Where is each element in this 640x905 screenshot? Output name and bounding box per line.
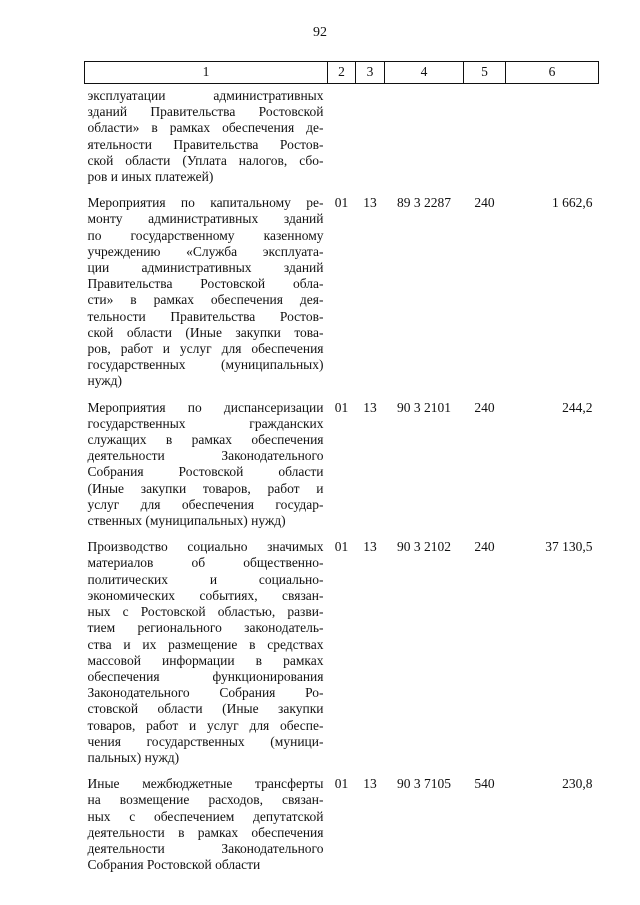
row-amount: 37 130,5: [545, 539, 593, 555]
description-line: деятельности в рамках обеспечения: [87, 824, 324, 840]
description-line: по государственному казенному: [87, 227, 324, 243]
description-line: ственных (муниципальных) нужд): [87, 513, 286, 529]
row-amount: [506, 84, 599, 186]
row-section: 01: [334, 776, 349, 792]
row-subsection: 13: [363, 776, 377, 792]
description-line: чения государственных (муници-: [87, 733, 324, 749]
row-subsection: 13: [363, 539, 377, 555]
description-line: монту административных зданий: [87, 211, 324, 227]
description-line: государственных (муниципальных): [87, 357, 324, 373]
row-expense-type: 240: [474, 399, 495, 415]
description-line: политических и социально-: [87, 571, 324, 587]
description-line: товаров, работ и услуг для обеспе-: [87, 717, 324, 733]
description-line: зданий Правительства Ростовской: [87, 104, 324, 120]
page-number: 92: [313, 25, 327, 40]
row-target-article: 90 3 7105: [397, 776, 451, 792]
table-row: [85, 766, 599, 873]
description-line: ных с Ростовской областью, разви-: [87, 604, 324, 620]
description-line: ции административных зданий: [87, 260, 324, 276]
description-line: нужд): [87, 373, 122, 389]
row-target-article: 90 3 2101: [397, 399, 451, 415]
description-line: деятельности Законодательного: [87, 840, 324, 856]
description-line: ров, работ и услуг для обеспечения: [87, 341, 324, 357]
row-target-article: [385, 84, 464, 186]
row-description: [85, 390, 328, 530]
row-description: [85, 529, 328, 766]
table-header-row: [85, 62, 599, 84]
table-row: [85, 84, 599, 186]
description-line: ятельности Правительства Ростов-: [87, 136, 324, 152]
description-line: ства и их размещение в средствах: [87, 636, 324, 652]
description-line: сти» в рамках обеспечения дея-: [87, 292, 324, 308]
description-line: служащих в рамках обеспечения: [87, 432, 324, 448]
description-line: деятельности Законодательного: [87, 448, 324, 464]
description-line: экономических событиях, связан-: [87, 587, 324, 603]
table-row: [85, 185, 599, 389]
description-line: ской области (Уплата налогов, сбо-: [87, 152, 324, 168]
row-subsection: 13: [363, 399, 377, 415]
description-line: материалов об общественно-: [87, 555, 324, 571]
row-expense-type: 240: [474, 195, 495, 211]
row-amount: 244,2: [562, 399, 593, 415]
row-amount: 230,8: [562, 776, 593, 792]
description-line: (Иные закупки товаров, работ и: [87, 480, 324, 496]
description-line: Правительства Ростовской обла-: [87, 276, 324, 292]
description-line: тельности Правительства Ростов-: [87, 308, 324, 324]
header-col-1: 1: [85, 62, 328, 84]
row-section: 01: [334, 195, 349, 211]
description-line: Производство социально значимых: [87, 539, 324, 555]
description-line: массовой информации в рамках: [87, 652, 324, 668]
description-line: Мероприятия по капитальному ре-: [87, 195, 324, 211]
row-section: [328, 84, 356, 186]
description-line: стовской области (Иные закупки: [87, 701, 324, 717]
header-col-3: 3: [356, 62, 385, 84]
row-description: [85, 84, 328, 186]
table-row: [85, 529, 599, 766]
description-line: ров и иных платежей): [87, 169, 214, 185]
header-col-2: 2: [328, 62, 356, 84]
row-description: [85, 185, 328, 389]
row-subsection: 13: [363, 195, 377, 211]
row-expense-type: 240: [474, 539, 495, 555]
header-col-4: 4: [385, 62, 464, 84]
row-description: [85, 766, 328, 873]
description-line: учреждению «Служба эксплуата-: [87, 243, 324, 259]
description-line: обеспечения функционирования: [87, 668, 324, 684]
description-line: Законодательного Собрания Ро-: [87, 685, 324, 701]
row-target-article: 89 3 2287: [397, 195, 451, 211]
row-expense-type: 540: [474, 776, 495, 792]
description-line: тием регионального законодатель-: [87, 620, 324, 636]
row-subsection: [356, 84, 385, 186]
description-line: Мероприятия по диспансеризации: [87, 399, 324, 415]
table-row: [85, 390, 599, 530]
row-amount: 1 662,6: [552, 195, 593, 211]
row-target-article: 90 3 2102: [397, 539, 451, 555]
row-section: 01: [334, 539, 349, 555]
description-line: ных с обеспечением депутатской: [87, 808, 324, 824]
header-col-5: 5: [464, 62, 506, 84]
description-line: услуг для обеспечения государ-: [87, 496, 324, 512]
description-line: области» в рамках обеспечения де-: [87, 120, 324, 136]
description-line: Собрания Ростовской области: [87, 464, 324, 480]
table-body: [85, 84, 599, 874]
description-line: пальных) нужд): [87, 749, 180, 765]
description-line: государственных гражданских: [87, 415, 324, 431]
description-line: на возмещение расходов, связан-: [87, 792, 324, 808]
description-line: Иные межбюджетные трансферты: [87, 776, 324, 792]
description-line: Собрания Ростовской области: [87, 857, 261, 873]
budget-table: [84, 61, 599, 873]
header-col-6: 6: [506, 62, 599, 84]
row-expense-type: [464, 84, 506, 186]
row-section: 01: [334, 399, 349, 415]
description-line: ской области (Иные закупки това-: [87, 324, 324, 340]
description-line: эксплуатации административных: [87, 88, 324, 103]
